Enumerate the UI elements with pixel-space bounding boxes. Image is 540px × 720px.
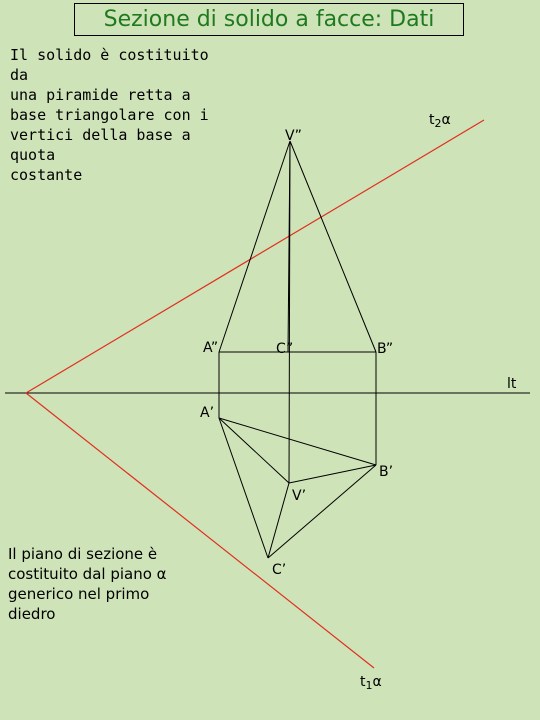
label-a2: A” <box>203 340 219 356</box>
edge-v1-b1 <box>289 465 376 483</box>
edge-a1-b1 <box>219 418 376 465</box>
solid-description: Il solido è costituito da una piramide retta a base triangolare con i vertici della base a quota costante <box>10 46 209 184</box>
edge-v2-a2 <box>219 141 290 352</box>
plane-description: Il piano di sezione è costituito dal piano α generico nel primo diedro <box>8 545 167 623</box>
label-c1: C’ <box>272 562 287 578</box>
label-v2: V” <box>285 128 302 144</box>
edge-v1-c1 <box>268 483 289 558</box>
label-b2: B” <box>377 341 394 357</box>
label-a1: A’ <box>200 405 215 421</box>
edge-v1-a1 <box>219 418 289 483</box>
label-lt: lt <box>507 376 517 392</box>
edge-c1-a1 <box>219 418 268 558</box>
label-c2: C” <box>276 341 294 357</box>
label-b1: B’ <box>379 464 394 480</box>
trace-t1-alpha <box>26 393 374 668</box>
label-t2-alpha: $t_2\alpha$ <box>429 112 451 130</box>
label-v1: V’ <box>292 488 307 504</box>
label-t1-alpha: $t_1\alpha$ <box>360 674 382 692</box>
edge-v2-b2 <box>290 141 376 352</box>
page-title: Sezione di solido a facce: Dati <box>74 3 464 36</box>
